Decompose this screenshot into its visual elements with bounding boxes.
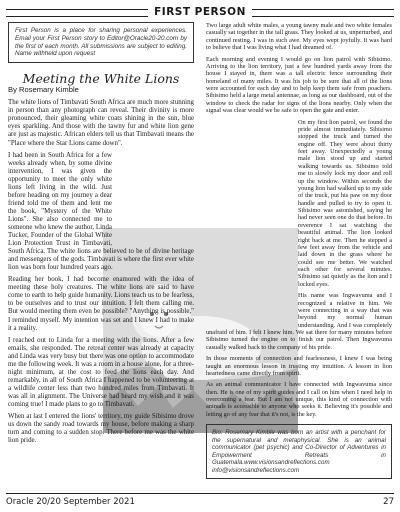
- publication-date: Oracle 20/20 September 2021: [6, 497, 135, 507]
- left-column: [8, 22, 194, 449]
- paragraph: His name was Ingwavuma and I recognized a relative in him. We were connecting in a way that was beyond my normal human understanding. And I was completely unafraid of him. I felt I knew him. We sat there for many minutes before Sibisimo turned the engine on to finish our patrol. Then Ingwavuma casually walked back to the company of his pride.: [206, 292, 392, 351]
- paragraph: As an animal communicator I have connected with Ingwavuma since then. He is one of my spirit guides and I call on him when I need help in overcoming a fear. But I am not unique, this kind of connection with animals is accessible to anyone who seeks it. Believing it's possible and letting go of any fear that it's not, is the key.: [206, 381, 392, 418]
- header-rule-right: [244, 9, 394, 10]
- paragraph: Reading her book, I had become enamored with the idea of meeting these holy creatures. The white lions are said to have come to earth to help guide humanity. Lions teach us to be fearless, to be ourselves and to trust our intuition. I felt them calling me. But would meeting them even be possible? "Anything is possible," I reminded myself. My intention was set and I knew I had to make it a reality.: [8, 276, 194, 332]
- paragraph: The white lions of Timbavati South Africa are much more stunning in person than any photograph can reveal. Their divinity is more pronounced, their gleaming white coats shining in the sun, blue eyes sparkling. And those with the tawny fur and white lion gene are just as majestic. African elders tell us that Timbavati means the "Place where the Star Lions came down".: [8, 99, 194, 147]
- submission-notice: First Person is a place for sharing personal experiences. Email your First Person story to Editor@Oracle20-20.com by the first of each month. All submissions are subject to editing. Name withheld upon request: [8, 22, 194, 63]
- paragraph: Each morning and evening I would go on lion patrol with Sibisimo. Arriving to the lion territory, just a few hundred yards away from the house I stayed in, there was a tall electric fence surrounding their homeland of many miles. It was his job to be sure that all of the lions were accounted for each day and to help keep them safe from poachers. Sibisimo held a large metal antennae, as long as our dashboard, out of the window to check the radar for signs of the lions nearby. Only when the signal was clear would we be safe to open the gate and enter.: [206, 55, 392, 115]
- section-title: FIRST PERSON: [148, 5, 252, 19]
- paragraph: When at last I entered the lions' territory, my guide Sibisimo drove us down the sandy road towards my house, before making a sharp turn and coming to a sudden stop. There before me was the white lion pride.: [8, 413, 194, 445]
- paragraph: On my first lion patrol, we found the pride almost immediately. Sibisimo stopped the truck and turned the engine off. They were about thirty feet away. Unexpectedly a young male lion stood up and started walking towards us. Sibisimo told me to slowly lock my door and roll up the window. Within seconds the young lion had walked up to my side of the truck, put his paw on my door handle and pulled to try to open it. Sibisimo was astonished, saying he had never seen one do that before. In reverence I sat watching the beautiful animal. The lion looked right back at me. Then he stepped a few feet away from the vehicle and laid down in the grass where he could see me better. We watched each other for several minutes. Sibisimo sat quietly as the lion and I locked eyes.: [298, 118, 392, 288]
- author-bio: Bio: Rosemary Kimble was born an artist with a penchant for the supernatural and metaphysical. She is an animal communicator (pet psychic) and Co-Director of Adventures in Empowerment Retreats in Guatemala.www.visionsandreflections.com info@visionsandreflections.com: [206, 424, 392, 479]
- paragraph: In those moments of connection and fearlessness, I knew I was being taught an enormous lesson in trusting my intuition. A lesson in lion heartedness came directly from spirit.: [206, 355, 392, 377]
- right-column: [206, 22, 392, 479]
- header-rule-left: [6, 9, 156, 10]
- page-footer: [6, 493, 394, 510]
- photo-wrap-space: [206, 119, 298, 329]
- photo-wrap-space: [112, 152, 194, 242]
- article-title: Meeting the White Lions: [22, 71, 180, 87]
- page-number: 27: [383, 497, 394, 507]
- paragraph: I had been in South Africa for a few weeks already when, by some divine intervention, I was given the opportunity to meet the only white lions left living in the wild. Just before heading on my journey a dear friend told me of them and lent me the book, "Mystery of the White Lions". She also connected me to someone who knew the author, Linda Tucker, Founder of the Global White Lion Protection Trust in Timbavati, South Africa. The white lions are believed to be of divine heritage and messengers of the gods. Timbavati is where the first ever white lion was born four hundred years ago.: [8, 151, 194, 272]
- page-header: [6, 2, 394, 17]
- paragraph: Two large adult white males, a young tawny male and two white females casually sat together in the tall grass. They looked at us, unperturbed, and continued resting. I was in such awe. My eyes wept joyfully. It was hard to believe that I was living what I had dreamed of.: [206, 22, 392, 52]
- article-byline: By Rosemary Kimble: [8, 85, 79, 95]
- paragraph: I reached out to Linda for a meeting with the lions. After a few emails, she responded. The retreat center was already at capacity and Linda was very busy but there was one option to accommodate me the following week. It was a room in a house alone, for a three-night minimum, at the cost to feed the lions each day. And remarkably, in all of South Africa I happened to be volunteering at a wildlife center less than two hundred miles from Timbavati. It was all in alignment. The Universe had heard my wish and it was coming true! I made plans to go to Timbavati.: [8, 336, 194, 408]
